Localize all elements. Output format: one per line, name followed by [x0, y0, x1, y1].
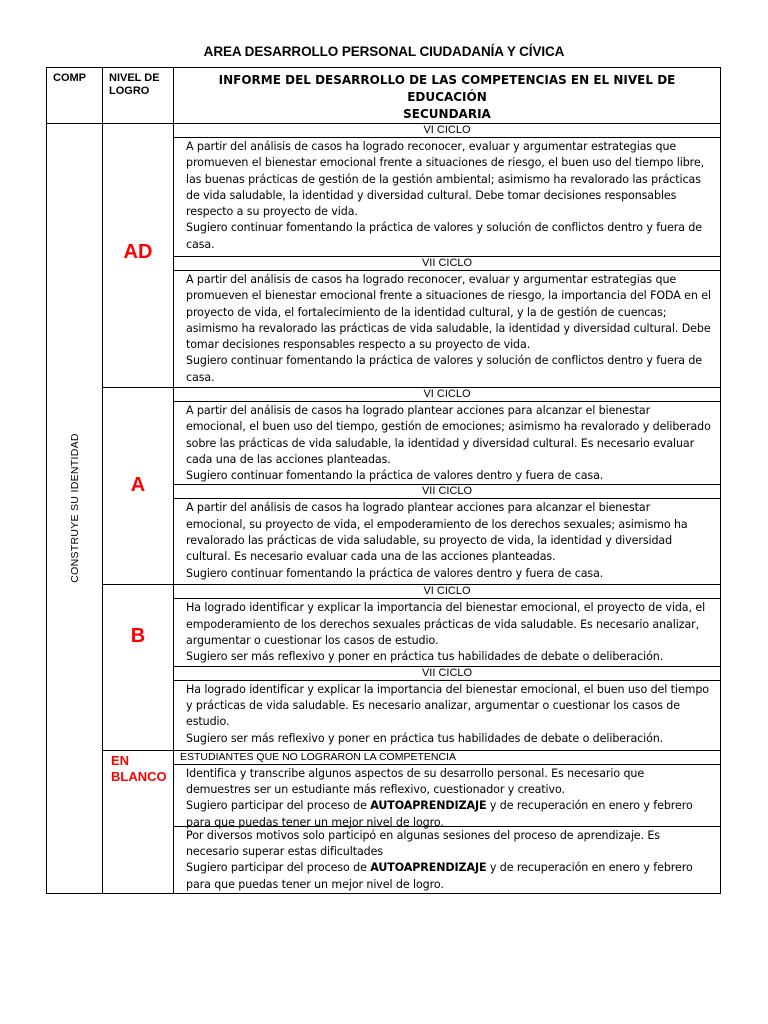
b-vi-description: Ha logrado identificar y explicar la importancia del bienestar emocional, el proyecto de vida, el empoderamiento de los derechos sexuales prácticas de vida saludable. Es necesario analizar, argumentar o cuestionar los casos de estudio. Sugiero ser más reflexivo y poner en práctica tus habilidades de debate o deliberación.	[174, 599, 721, 666]
b-vii-description: Ha logrado identificar y explicar la importancia del bienestar emocional, el buen uso del tiempo y prácticas de vida saludable. Es necesario analizar, argumentar o cuestionar los casos de estudio. Sugiero ser más reflexivo y poner en práctica tus habilidades de debate o deliberación.	[174, 680, 721, 750]
ad-ciclo-vi: VI CICLO	[174, 124, 721, 138]
blank-note: ESTUDIANTES QUE NO LOGRARON LA COMPETENCIA	[174, 751, 720, 765]
ad-vi-description: A partir del análisis de casos ha logrado reconocer, evaluar y argumentar estrategias que promueven el bienestar emocional frente a situaciones de riesgo, el buen uso del tiempo libre, las buenas prácticas de gestión de la gestión ambiental; asimismo ha revalorado las prácticas de vida saludable, la identidad y diversidad cultural. Debe tomar decisiones responsables respecto a su proyecto de vida. Sugiero continuar fomentando la práctica de valores y solución de conflictos dentro y fuera de casa.	[174, 138, 721, 257]
blank-description-2: Por diversos motivos solo participó en algunas sesiones del proceso de aprendizaje. Es necesario superar estas dificultades Sugiero participar del proceso de AUTOAPRENDIZAJE y de recuperación en enero y febrero para que puedas tener un mejor nivel de logro.	[186, 828, 693, 891]
level-a-cell	[103, 388, 174, 585]
level-blank: EN BLANCO	[111, 752, 167, 784]
header-row	[47, 68, 721, 124]
level-ad-cell	[103, 124, 174, 388]
competencia-label: CONSTRUYE SU IDENTIDAD	[68, 433, 81, 584]
report-table	[46, 67, 721, 894]
header-nivel: NIVEL DE LOGRO	[103, 68, 174, 124]
b-ciclo-vi: VI CICLO	[174, 585, 721, 599]
header-informe: INFORME DEL DESARROLLO DE LAS COMPETENCIAS EN EL NIVEL DE EDUCACIÓN SECUNDARIA	[174, 68, 721, 124]
blank-description-1: Identifica y transcribe algunos aspectos de su desarrollo personal. Es necesario que demuestres ser un estudiante más reflexivo, cuestionador y creativo. Sugiero participar del proceso de AUTOAPRENDIZAJE y de recuperación en enero y febrero para que puedas tener un mejor nivel de logro.	[174, 765, 720, 827]
page-title: AREA DESARROLLO PERSONAL CIUDADANÍA Y CÍVICA	[203, 44, 565, 59]
a-vii-description: A partir del análisis de casos ha logrado plantear acciones para alcanzar el bienestar emocional, su proyecto de vida, el empoderamiento de los derechos sexuales; asimismo ha revalorado las prácticas de vida saludable, su proyecto de vida, la identidad y diversidad cultural. Es necesario evaluar cada una de las acciones planteadas. Sugiero continuar fomentando la práctica de valores dentro y fuera de casa.	[174, 499, 721, 585]
a-ciclo-vi: VI CICLO	[174, 388, 721, 402]
a-ciclo-vii: VII CICLO	[174, 485, 721, 499]
level-b-cell	[103, 585, 174, 750]
competencia-cell	[47, 124, 103, 894]
ad-vii-description: A partir del análisis de casos ha logrado reconocer, evaluar y argumentar estrategias que promueven el bienestar emocional frente a situaciones de riesgo, la importancia del FODA en el proyecto de vida, el fortalecimiento de la identidad cultural, y la de gestión de cuencas; asimismo ha revalorado las prácticas de vida saludable, la identidad y diversidad cultural. Debe tomar decisiones responsables respecto a su proyecto de vida. Sugiero continuar fomentando la práctica de valores y solución de conflictos dentro y fuera de casa.	[174, 271, 721, 388]
level-blank-cell	[103, 750, 174, 893]
header-comp: COMP	[47, 68, 103, 124]
a-vi-description: A partir del análisis de casos ha logrado plantear acciones para alcanzar el bienestar emocional, el buen uso del tiempo, gestión de emociones; asimismo ha revalorado y deliberado sobre las prácticas de vida saludable, la identidad y diversidad cultural. Es necesario evaluar cada una de las acciones planteadas. Sugiero continuar fomentando la práctica de valores dentro y fuera de casa.	[174, 402, 721, 485]
level-a: A	[130, 474, 146, 496]
ad-ciclo-vii: VII CICLO	[174, 257, 721, 271]
level-ad: AD	[123, 241, 153, 263]
blank-content	[174, 750, 721, 893]
level-b: B	[130, 625, 146, 648]
b-ciclo-vii: VII CICLO	[174, 666, 721, 680]
